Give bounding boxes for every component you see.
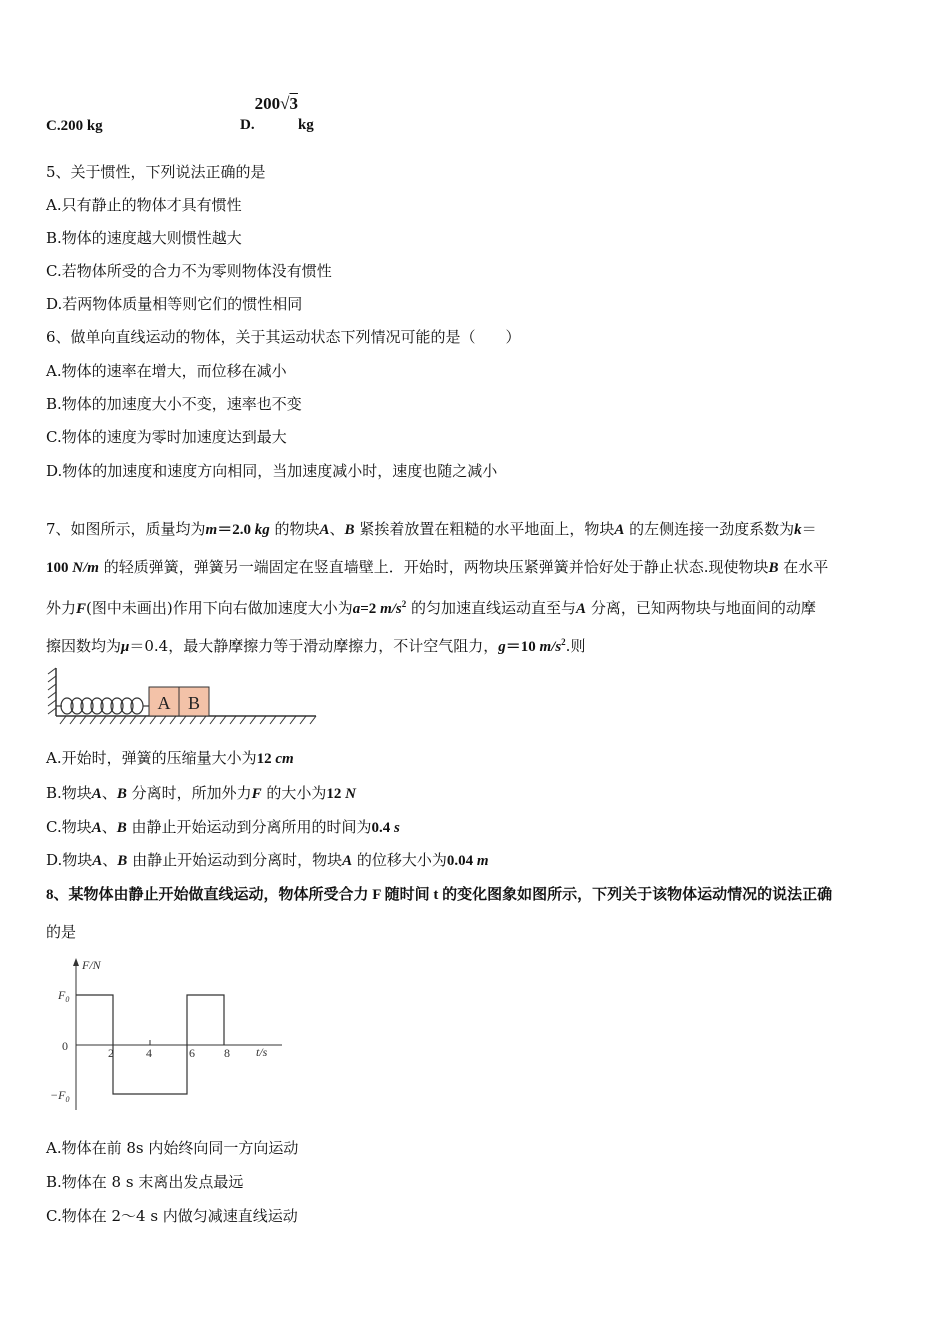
block-b-label: B bbox=[187, 693, 201, 713]
q7-stem-line-3: 外力F(图中未画出)作用下向右做加速度大小为a=2 $m/s^2$ 的匀加速直线运动直至与A 分离，已知两物块与地面间的动摩 bbox=[46, 599, 816, 617]
q4-d-radicand: 3 bbox=[289, 94, 298, 113]
y-label-negative: $-F_0$ bbox=[50, 1088, 70, 1104]
q8-option-c: C.物体在 2～4 s 内做匀减速直线运动 bbox=[46, 1207, 298, 1225]
q5-stem: 5、关于惯性，下列说法正确的是 bbox=[46, 163, 266, 181]
q4-option-d-sqrt: 200√3 bbox=[254, 94, 298, 113]
x-tick-label: 6 bbox=[189, 1046, 195, 1060]
q7-option-c: C.物块A、B 由静止开始运动到分离所用的时间为0.4 s bbox=[46, 818, 400, 836]
y-axis-label: F/N bbox=[82, 958, 101, 972]
q4-option-d bbox=[240, 94, 314, 133]
q6-stem: 6、做单向直线运动的物体，关于其运动状态下列情况可能的是（ ） bbox=[46, 328, 521, 346]
wall bbox=[48, 668, 56, 716]
q8-force-time-graph bbox=[46, 956, 286, 1114]
x-tick-label: 4 bbox=[146, 1046, 152, 1060]
q7-stem-line-2: 100 N/m 的轻质弹簧，弹簧另一端固定在竖直墙壁上．开始时，两物块压紧弹簧并恰好处于静止状态.现使物块B 在水平 bbox=[46, 558, 829, 576]
q8-option-a: A.物体在前 8s 内始终向同一方向运动 bbox=[46, 1139, 299, 1157]
q8-option-b: B.物体在 8 s 末离出发点最远 bbox=[46, 1173, 244, 1191]
q6-option-a: A.物体的速率在增大，而位移在减小 bbox=[46, 362, 287, 380]
q5-option-a: A.只有静止的物体才具有惯性 bbox=[46, 196, 242, 214]
q7-option-b: B.物块A、B 分离时，所加外力F 的大小为12 N bbox=[46, 784, 357, 802]
spring bbox=[56, 698, 149, 714]
q7-option-a: A.开始时，弹簧的压缩量大小为12 cm bbox=[46, 749, 294, 767]
x-tick-label: 2 bbox=[108, 1046, 114, 1060]
q7-stem-line-1: 7、如图所示，质量均为m＝2.0 kg 的物块A、B 紧挨着放置在粗糙的水平地面上，物块A 的左侧连接一劲度系数为k＝ bbox=[46, 520, 817, 538]
block-a-label: A bbox=[157, 693, 171, 713]
q7-stem-line-4: 擦因数均为μ＝0.4，最大静摩擦力等于滑动摩擦力，不计空气阻力，g＝10 $m/s^2$.则 bbox=[46, 637, 586, 655]
ground bbox=[56, 716, 316, 724]
q8-stem-line-2: 的是 bbox=[46, 923, 77, 941]
q5-option-d: D.若两物体质量相等则它们的惯性相同 bbox=[46, 295, 303, 313]
origin-label: 0 bbox=[62, 1039, 68, 1053]
q4-option-d-prefix: D. bbox=[240, 117, 255, 133]
x-tick-label: 8 bbox=[224, 1046, 230, 1060]
q4-option-d-unit: kg bbox=[297, 117, 314, 133]
y-label-positive: $F_0$ bbox=[58, 988, 70, 1004]
q7-option-d: D.物块A、B 由静止开始运动到分离时，物块A 的位移大小为0.04 m bbox=[46, 851, 489, 869]
q6-option-c: C.物体的速度为零时加速度达到最大 bbox=[46, 428, 287, 446]
q7-spring-blocks-figure bbox=[44, 664, 324, 730]
q6-option-b: B.物体的加速度大小不变，速率也不变 bbox=[46, 395, 302, 413]
x-axis-label: t/s bbox=[256, 1045, 268, 1059]
q4-option-c: C.200 kg bbox=[46, 118, 103, 134]
y-axis-arrow-icon bbox=[73, 958, 79, 966]
q5-option-b: B.物体的速度越大则惯性越大 bbox=[46, 229, 242, 247]
q4-d-coef: 200 bbox=[254, 94, 281, 113]
q8-stem-line-1: 8、某物体由静止开始做直线运动，物体所受合力 F 随时间 t 的变化图象如图所示，下列关于该物体运动情况的说法正确 bbox=[46, 887, 833, 903]
q6-option-d: D.物体的加速度和速度方向相同，当加速度减小时，速度也随之减小 bbox=[46, 462, 498, 480]
q5-option-c: C.若物体所受的合力不为零则物体没有惯性 bbox=[46, 262, 332, 280]
